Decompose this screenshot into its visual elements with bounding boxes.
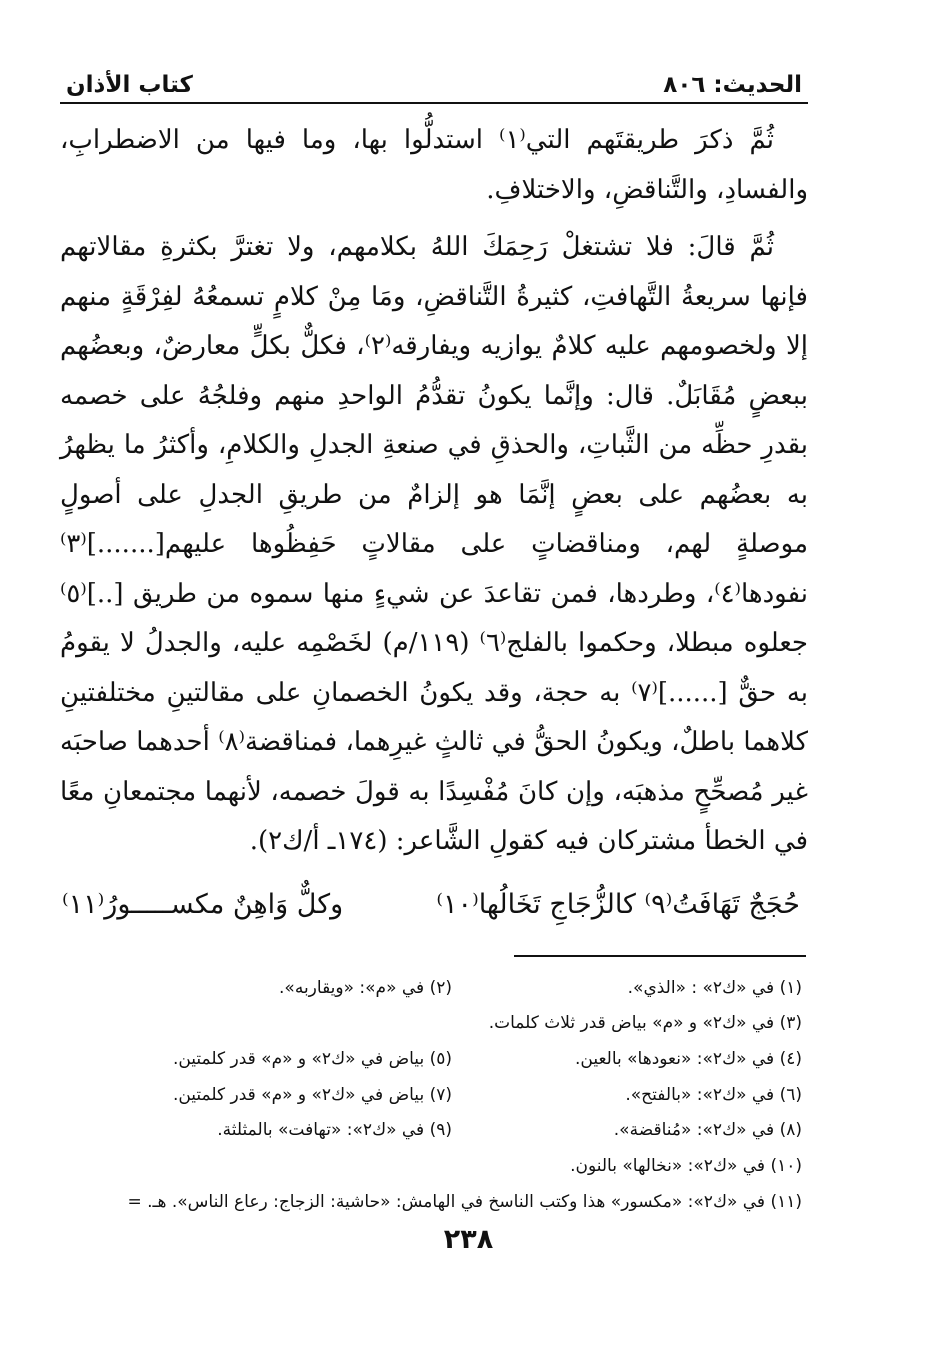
footnote: (٣) في «ك٢» و «م» بياض قدر ثلاث كلمات.: [488, 1013, 802, 1034]
hadith-number: الحديث: ٨٠٦: [663, 72, 802, 98]
book-page: [60, 62, 808, 1352]
footnote-row: [60, 1042, 808, 1078]
paragraph: ثُمَّ ذكرَ طريقتَهم التي⁽١⁾ استدلُّوا بها، وما فيها من الاضطرابِ، والفسادِ، والتَّناقضِ، والاختلافِ.: [60, 125, 808, 205]
footnote: (٢) في «م»: «ويقاربه».: [279, 977, 452, 998]
page-number: ٢٣٨: [443, 1224, 494, 1255]
footnote: (٤) في «ك٢»: «نعودها» بالعين.: [574, 1048, 802, 1069]
footnote-row: [60, 1185, 808, 1221]
main-text: [60, 116, 808, 867]
verse-first-hemistich: حُجَجٌ تَهَافَتُ⁽٩⁾ كالزُّجَاجِ تَخَالُها⁽١٠⁾: [436, 888, 800, 920]
poetry-verse: [60, 877, 808, 933]
footnote-row: [60, 971, 808, 1007]
footnote: (٩) في «ك٢»: «تهافت» بالمثلثة.: [217, 1120, 452, 1141]
footnote-row: [60, 1113, 808, 1149]
footnote: (٦) في «ك٢»: «بالفتح».: [625, 1084, 802, 1105]
footnotes: [60, 971, 808, 1221]
footnote-row: [60, 1078, 808, 1114]
book-title: كتاب الأذان: [66, 72, 193, 98]
verse-second-hemistich: وكلٌّ وَاهِنٌ مكســـــورُ⁽١١⁾: [62, 888, 344, 920]
footnote: (١٠) في «ك٢»: «نخالها» بالنون.: [570, 1155, 802, 1176]
paragraph: ثُمَّ قالَ: فلا تشتغلْ رَحِمَكَ اللهُ بكلامهم، ولا تغترَّ بكثرةِ مقالاتهم فإنها سريعةُ التَّهافتِ، كثيرةُ التَّناقضِ، ومَا مِنْ كلامٍ تسمعُهُ لفِرْقَةٍ منهم إلا ولخصومهم عليه كلامٌ يوازيه ويفارقه⁽٢⁾، فكلٌّ بكلٍّ معارضٌ، وبعضُهم ببعضٍ مُقَابَلٌ. قال: وإنَّما يكونُ تقدُّمُ الواحدِ منهم وفلجُهُ على خصمه بقدرِ حظِّه من الثَّباتِ، والحذقِ في صنعةِ الجدلِ والكلامِ، وأكثرُ ما يظهرُ به بعضُهم على بعضٍ إنَّمَا هو إلزامٌ من طريقِ الجدلِ على أصولٍ موصلةٍ لهم، ومناقضاتٍ على مقالاتٍ حَفِظُوها عليهم[.......]⁽٣⁾ نفودها⁽٤⁾، وطردها، فمن تقاعدَ عن شيءٍ منها سموه من طريق [..]⁽٥⁾ جعلوه مبطلا، وحكموا بالفلج⁽٦⁾ (١١٩/م) لخَصْمِه عليه، والجدلُ لا يقومُ به حقٌّ [......]⁽٧⁾ به حجة، وقد يكونُ الخصمانِ على مقالتينِ مختلفتينِ كلاهما باطلٌ، ويكونُ الحقُّ في ثالثٍ غيرِهما، فمناقضة⁽٨⁾ أحدهما صاحبَه غير مُصحِّحٍ مذهبَه، وإن كانَ مُفْسِدًا به قولَ خصمه، لأنهما مجتمعانِ معًا في الخطأ مشتركان فيه كقولِ الشَّاعر: (١٧٤ـ أ/ك٢).: [60, 232, 808, 856]
footnote: (٥) بياض في «ك٢» و «م» قدر كلمتين.: [172, 1048, 452, 1069]
footnote: (١) في «ك٢» : «الذي».: [627, 977, 802, 998]
footnote: (٧) بياض في «ك٢» و «م» قدر كلمتين.: [172, 1084, 452, 1105]
running-header: [60, 62, 808, 104]
footnote: (٨) في «ك٢»: «مُناقضة».: [613, 1120, 802, 1141]
footnote-separator: [514, 955, 806, 957]
footnote: (١١) في «ك٢»: «مكسور» هذا وكتب الناسخ في الهامش: «حاشية: الزجاج: رعاع الناس». هـ. =: [127, 1191, 802, 1212]
footnote-row: [60, 1006, 808, 1042]
footnote-row: [60, 1149, 808, 1185]
